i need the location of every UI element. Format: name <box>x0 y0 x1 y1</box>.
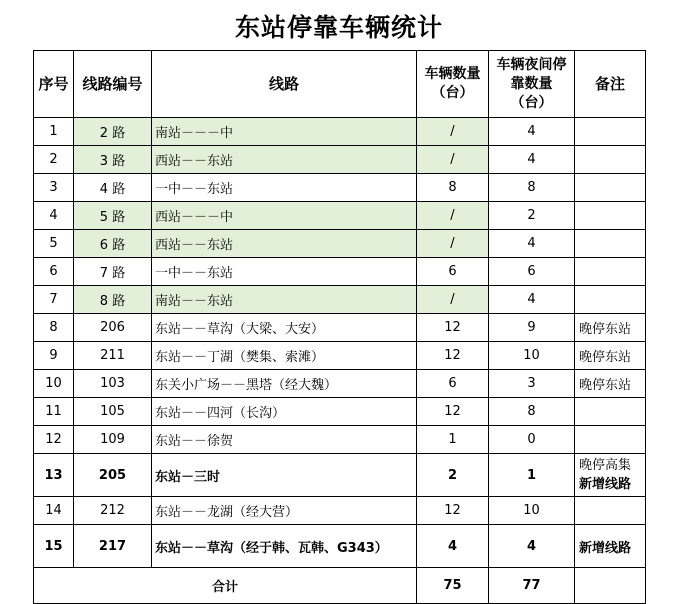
header-row <box>34 51 646 118</box>
cell-night: 4 <box>489 118 575 146</box>
cell-count: / <box>417 202 489 230</box>
cell-note: 晚停东站 <box>575 370 646 398</box>
cell-seq: 4 <box>34 202 74 230</box>
cell-note: 晚停东站 <box>575 314 646 342</box>
cell-code: 8 路 <box>74 286 152 314</box>
cell-seq: 7 <box>34 286 74 314</box>
cell-code: 6 路 <box>74 230 152 258</box>
cell-night: 4 <box>489 525 575 568</box>
cell-route: 东站－－草沟（经于韩、瓦韩、G343） <box>152 525 417 568</box>
cell-route: 西站－－东站 <box>152 146 417 174</box>
page-title: 东站停靠车辆统计 <box>234 13 443 42</box>
header-night-line1: 车辆夜间停 <box>496 56 567 73</box>
cell-night: 8 <box>489 398 575 426</box>
cell-note <box>575 146 646 174</box>
cell-count: 8 <box>417 174 489 202</box>
cell-route: 一中－－东站 <box>152 258 417 286</box>
cell-note: 晚停东站 <box>575 342 646 370</box>
cell-route: 东站－－四河（长沟） <box>152 398 417 426</box>
cell-night: 0 <box>489 426 575 454</box>
cell-route: 西站－－东站 <box>152 230 417 258</box>
header-night-line2: 靠数量 <box>510 75 553 92</box>
cell-count: 4 <box>417 525 489 568</box>
cell-code: 7 路 <box>74 258 152 286</box>
cell-code: 5 路 <box>74 202 152 230</box>
cell-seq: 15 <box>34 525 74 568</box>
cell-code: 217 <box>74 525 152 568</box>
cell-night: 9 <box>489 314 575 342</box>
total-note <box>575 568 646 604</box>
cell-seq: 13 <box>34 454 74 497</box>
cell-night: 4 <box>489 286 575 314</box>
cell-night: 1 <box>489 454 575 497</box>
cell-seq: 5 <box>34 230 74 258</box>
cell-night: 2 <box>489 202 575 230</box>
cell-seq: 3 <box>34 174 74 202</box>
table-row <box>34 370 646 398</box>
statistics-table <box>33 50 646 604</box>
cell-note <box>575 258 646 286</box>
cell-route: 东站－－草沟（大梁、大安） <box>152 314 417 342</box>
cell-count: / <box>417 230 489 258</box>
cell-night: 8 <box>489 174 575 202</box>
total-label: 合计 <box>34 568 417 604</box>
table-row <box>34 118 646 146</box>
table-row <box>34 258 646 286</box>
header-code: 线路编号 <box>74 51 152 118</box>
header-note: 备注 <box>575 51 646 118</box>
cell-count: 1 <box>417 426 489 454</box>
table-row <box>34 426 646 454</box>
table-row <box>34 454 646 497</box>
cell-night: 10 <box>489 342 575 370</box>
cell-seq: 10 <box>34 370 74 398</box>
cell-note: 新增线路 <box>575 525 646 568</box>
cell-route: 西站－－－中 <box>152 202 417 230</box>
table-row <box>34 174 646 202</box>
cell-note <box>575 454 646 497</box>
cell-seq: 8 <box>34 314 74 342</box>
cell-note <box>575 174 646 202</box>
total-count: 75 <box>417 568 489 604</box>
cell-code: 3 路 <box>74 146 152 174</box>
cell-count: 2 <box>417 454 489 497</box>
cell-seq: 14 <box>34 497 74 525</box>
cell-night: 3 <box>489 370 575 398</box>
cell-count: / <box>417 146 489 174</box>
cell-code: 212 <box>74 497 152 525</box>
cell-seq: 6 <box>34 258 74 286</box>
table-row <box>34 230 646 258</box>
cell-route: 南站－－－中 <box>152 118 417 146</box>
cell-night: 6 <box>489 258 575 286</box>
cell-count: 12 <box>417 398 489 426</box>
cell-count: 12 <box>417 342 489 370</box>
table-row <box>34 202 646 230</box>
cell-code: 2 路 <box>74 118 152 146</box>
cell-seq: 1 <box>34 118 74 146</box>
cell-note <box>575 286 646 314</box>
header-night <box>489 51 575 118</box>
cell-seq: 9 <box>34 342 74 370</box>
header-seq: 序号 <box>34 51 74 118</box>
total-row <box>34 568 646 604</box>
cell-note <box>575 118 646 146</box>
header-route: 线路 <box>152 51 417 118</box>
cell-code: 4 路 <box>74 174 152 202</box>
cell-code: 105 <box>74 398 152 426</box>
table-row <box>34 497 646 525</box>
table-row <box>34 314 646 342</box>
table-row <box>34 398 646 426</box>
cell-seq: 2 <box>34 146 74 174</box>
cell-code: 109 <box>74 426 152 454</box>
cell-note <box>575 202 646 230</box>
cell-route: 东站－三时 <box>152 454 417 497</box>
cell-count: / <box>417 286 489 314</box>
cell-route: 东站－－龙湖（经大营） <box>152 497 417 525</box>
header-count-line2: （台） <box>431 85 474 101</box>
table-row <box>34 286 646 314</box>
cell-count: 12 <box>417 497 489 525</box>
cell-note-line1: 晚停高集 <box>579 458 632 473</box>
cell-code: 211 <box>74 342 152 370</box>
cell-seq: 11 <box>34 398 74 426</box>
cell-note <box>575 230 646 258</box>
header-count <box>417 51 489 118</box>
cell-route: 东关小广场－－黑塔（经大魏） <box>152 370 417 398</box>
cell-night: 10 <box>489 497 575 525</box>
cell-route: 南站－－东站 <box>152 286 417 314</box>
header-night-line3: （台） <box>510 94 553 111</box>
cell-seq: 12 <box>34 426 74 454</box>
cell-count: 6 <box>417 370 489 398</box>
cell-code: 103 <box>74 370 152 398</box>
cell-route: 东站－－徐贺 <box>152 426 417 454</box>
cell-note <box>575 426 646 454</box>
cell-code: 206 <box>74 314 152 342</box>
cell-night: 4 <box>489 230 575 258</box>
total-night: 77 <box>489 568 575 604</box>
cell-note-line2: 新增线路 <box>579 477 632 492</box>
cell-route: 东站－－丁湖（樊集、索滩） <box>152 342 417 370</box>
cell-count: 6 <box>417 258 489 286</box>
cell-night: 4 <box>489 146 575 174</box>
cell-code: 205 <box>74 454 152 497</box>
cell-count: 12 <box>417 314 489 342</box>
table-row <box>34 146 646 174</box>
cell-note <box>575 398 646 426</box>
table-row <box>34 525 646 568</box>
cell-count: / <box>417 118 489 146</box>
cell-route: 一中－－东站 <box>152 174 417 202</box>
cell-note <box>575 497 646 525</box>
table-row <box>34 342 646 370</box>
header-count-line1: 车辆数量 <box>424 66 481 82</box>
